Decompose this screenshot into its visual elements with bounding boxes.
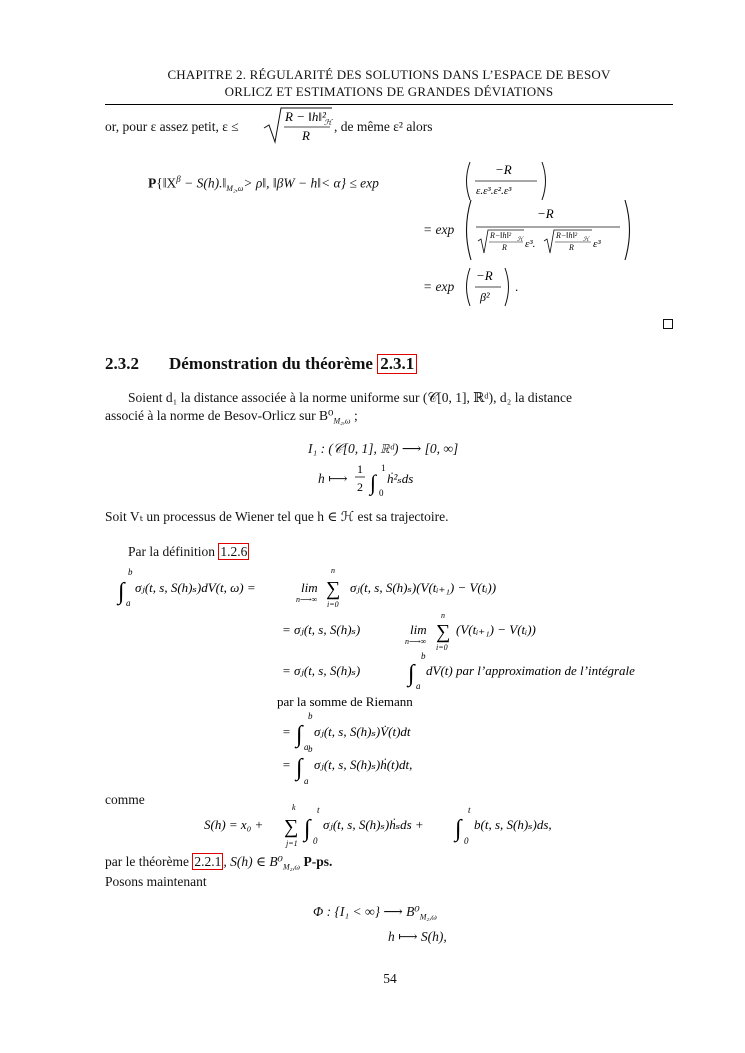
riemann-derivation xyxy=(118,562,635,792)
theorem-end: P-ps. xyxy=(300,854,333,869)
qed-box xyxy=(663,319,673,329)
r1-lim-sub: n⟶∞ xyxy=(296,595,318,604)
prob-sub: M₂,ω xyxy=(226,184,244,194)
s-sum-lower: j=1 xyxy=(286,839,298,848)
phi-line1-text: Φ : {I₁ < ∞} ⟶ B⁰ xyxy=(313,904,420,919)
r1-rhs: σⱼ(t, s, S(h)ₛ)(V(tᵢ₊₁) − V(tᵢ)) xyxy=(350,580,497,595)
theorem-prefix: par le théorème xyxy=(105,854,189,869)
para1-line2-wrap xyxy=(105,407,673,431)
section-ref-link[interactable]: 2.3.1 xyxy=(377,354,417,374)
i1-int-lower: 0 xyxy=(379,488,384,498)
para1-line2-end: ; xyxy=(350,408,358,423)
prob-P: P xyxy=(148,175,157,191)
s-definition xyxy=(204,800,584,854)
wiener-line: Soit Vₜ un processus de Wiener tel que h ∈ ℋ est sa trajectoire. xyxy=(105,509,449,524)
r2-lim: lim xyxy=(410,622,427,637)
svg-text:∑: ∑ xyxy=(284,816,299,838)
s-int1-lower: 0 xyxy=(313,836,318,846)
para1-line2-sub: M₂,ω xyxy=(333,416,351,426)
prob-frac-3 xyxy=(462,264,522,310)
i1-def-line1: I₁ : (𝒞[0, 1], ℝᵈ) ⟶ [0, ∞] xyxy=(308,441,459,456)
prob-rest: {‖X xyxy=(156,175,177,191)
r4-text: par la somme de Riemann xyxy=(277,694,413,709)
intro-suffix: , de même ε² alors xyxy=(334,119,433,134)
svg-text:ℋ: ℋ xyxy=(517,237,523,243)
section-number: 2.3.2 xyxy=(105,354,139,373)
svg-text:R−‖h‖²: R−‖h‖² xyxy=(490,231,512,240)
svg-text:R−‖h‖²: R−‖h‖² xyxy=(556,231,578,240)
running-header xyxy=(105,66,673,100)
r3-int-b: b xyxy=(421,651,426,661)
svg-text:∫: ∫ xyxy=(296,722,303,748)
comme-word: comme xyxy=(105,792,145,807)
intro-sqrt-denominator: R xyxy=(302,128,310,143)
r1-sum-upper: n xyxy=(331,566,335,575)
prob-end: > ρ‖, ‖βW − h‖< α} ≤ exp xyxy=(243,175,379,191)
svg-text:ε³.: ε³. xyxy=(525,238,536,250)
r5-int-b: b xyxy=(308,711,313,721)
svg-text:∫: ∫ xyxy=(370,470,377,495)
s-int2-lower: 0 xyxy=(464,836,469,846)
phi-def-line1 xyxy=(313,904,437,922)
i1-int-upper: 1 xyxy=(381,463,386,473)
prob-beta: β xyxy=(176,174,181,184)
intro-prefix: or, pour ε assez petit, ε ≤ xyxy=(105,119,239,134)
r1-lhs: σⱼ(t, s, S(h)ₛ)dV(t, ω) = xyxy=(135,580,256,595)
r5-int-a: a xyxy=(304,742,309,752)
definition-line xyxy=(128,544,249,560)
r6-rhs: σⱼ(t, s, S(h)ₛ)ḣ(t)dt, xyxy=(314,757,413,772)
prob-row3-eq: = exp xyxy=(423,279,455,294)
i1-integral xyxy=(353,460,433,500)
frac3-dot: . xyxy=(515,279,519,294)
s-int1-upper: t xyxy=(317,805,320,815)
frac1-den: ε.ε³.ε².ε³ xyxy=(476,185,512,197)
svg-text:R: R xyxy=(502,243,507,252)
paragraph-distances xyxy=(105,389,673,431)
i1-half-den: 2 xyxy=(357,480,363,494)
s-term2: b(t, s, S(h)ₛ)ds, xyxy=(474,817,552,832)
svg-text:∫: ∫ xyxy=(455,816,462,842)
r1-int-b: b xyxy=(128,567,133,577)
definition-ref-link[interactable]: 1.2.6 xyxy=(220,544,248,559)
r2-rhs: (V(tᵢ₊₁) − V(tᵢ)) xyxy=(456,622,536,637)
svg-text:∑: ∑ xyxy=(436,621,451,643)
prob-mid: − S(h).‖ xyxy=(180,175,227,191)
theorem-sub: M₂,ω xyxy=(282,862,301,872)
para1-line1: Soient d₁ la distance associée à la norme uniforme sur (𝒞[0, 1], ℝᵈ), d₂ la distance xyxy=(128,390,573,405)
s-lhs: S(h) = x₀ + xyxy=(204,817,264,832)
prob-row2-eq: = exp xyxy=(423,222,455,237)
r2-lim-sub: n⟶∞ xyxy=(405,637,427,646)
svg-text:ε³: ε³ xyxy=(593,238,601,250)
svg-text:ℋ: ℋ xyxy=(583,237,589,243)
r1-sum-lower: i=0 xyxy=(327,600,339,609)
i1-half-num: 1 xyxy=(357,462,363,476)
r2-sum-lower: i=0 xyxy=(436,643,448,652)
r5-eq: = xyxy=(282,724,291,739)
i1-def-line2-lhs: h ⟼ xyxy=(318,471,348,486)
r1-lim: lim xyxy=(301,580,318,595)
definition-text: Par la définition xyxy=(128,544,215,559)
r3-rhs: dV(t) par l’approximation de l’intégrale xyxy=(426,663,635,678)
intro-sqrt-numerator: R − ‖h‖² xyxy=(285,109,326,124)
prob-lhs xyxy=(148,174,379,193)
phi-line1-sub: M₂,ω xyxy=(419,912,437,922)
intro-sqrt xyxy=(262,106,334,146)
intro-sqrt-sub: ℋ xyxy=(324,118,332,127)
theorem-suffix: , S(h) ∈ B⁰ xyxy=(223,854,283,869)
theorem-line xyxy=(105,854,332,872)
svg-text:∫: ∫ xyxy=(408,661,415,687)
svg-text:∫: ∫ xyxy=(304,816,311,842)
frac3-num: −R xyxy=(476,268,493,283)
r2-sum-upper: n xyxy=(441,611,445,620)
i1-integrand: ḣ²ₛds xyxy=(387,471,414,486)
para1-line2: associé à la norme de Besov-Orlicz sur B⁰ xyxy=(105,408,334,423)
prob-frac-2 xyxy=(462,197,634,263)
svg-text:∑: ∑ xyxy=(326,578,341,600)
r5-rhs: σⱼ(t, s, S(h)ₛ)V̇(t)dt xyxy=(314,724,411,739)
frac3-den: β² xyxy=(480,290,490,304)
s-term1: σⱼ(t, s, S(h)ₛ)ḣₛds + xyxy=(323,817,424,832)
phi-def-line2: h ⟼ S(h), xyxy=(388,929,447,944)
frac2-num: −R xyxy=(537,206,554,221)
s-int2-upper: t xyxy=(468,805,471,815)
section-heading xyxy=(105,354,417,374)
svg-text:R: R xyxy=(569,243,574,252)
r1-int-a: a xyxy=(126,598,131,608)
svg-text:∫: ∫ xyxy=(296,755,303,781)
header-rule xyxy=(105,104,673,105)
r6-int-b: b xyxy=(308,744,313,754)
svg-text:∫: ∫ xyxy=(118,579,125,605)
frac1-num: −R xyxy=(495,162,512,177)
page-number: 54 xyxy=(383,971,397,986)
intro-line xyxy=(105,119,239,135)
r2-pre: = σⱼ(t, s, S(h)ₛ) xyxy=(282,622,361,637)
header-line-2: ORLICZ ET ESTIMATIONS DE GRANDES DÉVIATIONS xyxy=(224,84,554,99)
header-line-1: CHAPITRE 2. RÉGULARITÉ DES SOLUTIONS DANS L’ESPACE DE BESOV xyxy=(167,67,611,82)
s-sum-upper: k xyxy=(292,803,296,812)
r3-int-a: a xyxy=(416,681,421,691)
r6-eq: = xyxy=(282,757,291,772)
r3-pre: = σⱼ(t, s, S(h)ₛ) xyxy=(282,663,361,678)
posons-line: Posons maintenant xyxy=(105,874,207,889)
theorem-ref-link[interactable]: 2.2.1 xyxy=(194,854,222,869)
r6-int-a: a xyxy=(304,776,309,786)
section-title-text: Démonstration du théorème xyxy=(169,354,373,373)
